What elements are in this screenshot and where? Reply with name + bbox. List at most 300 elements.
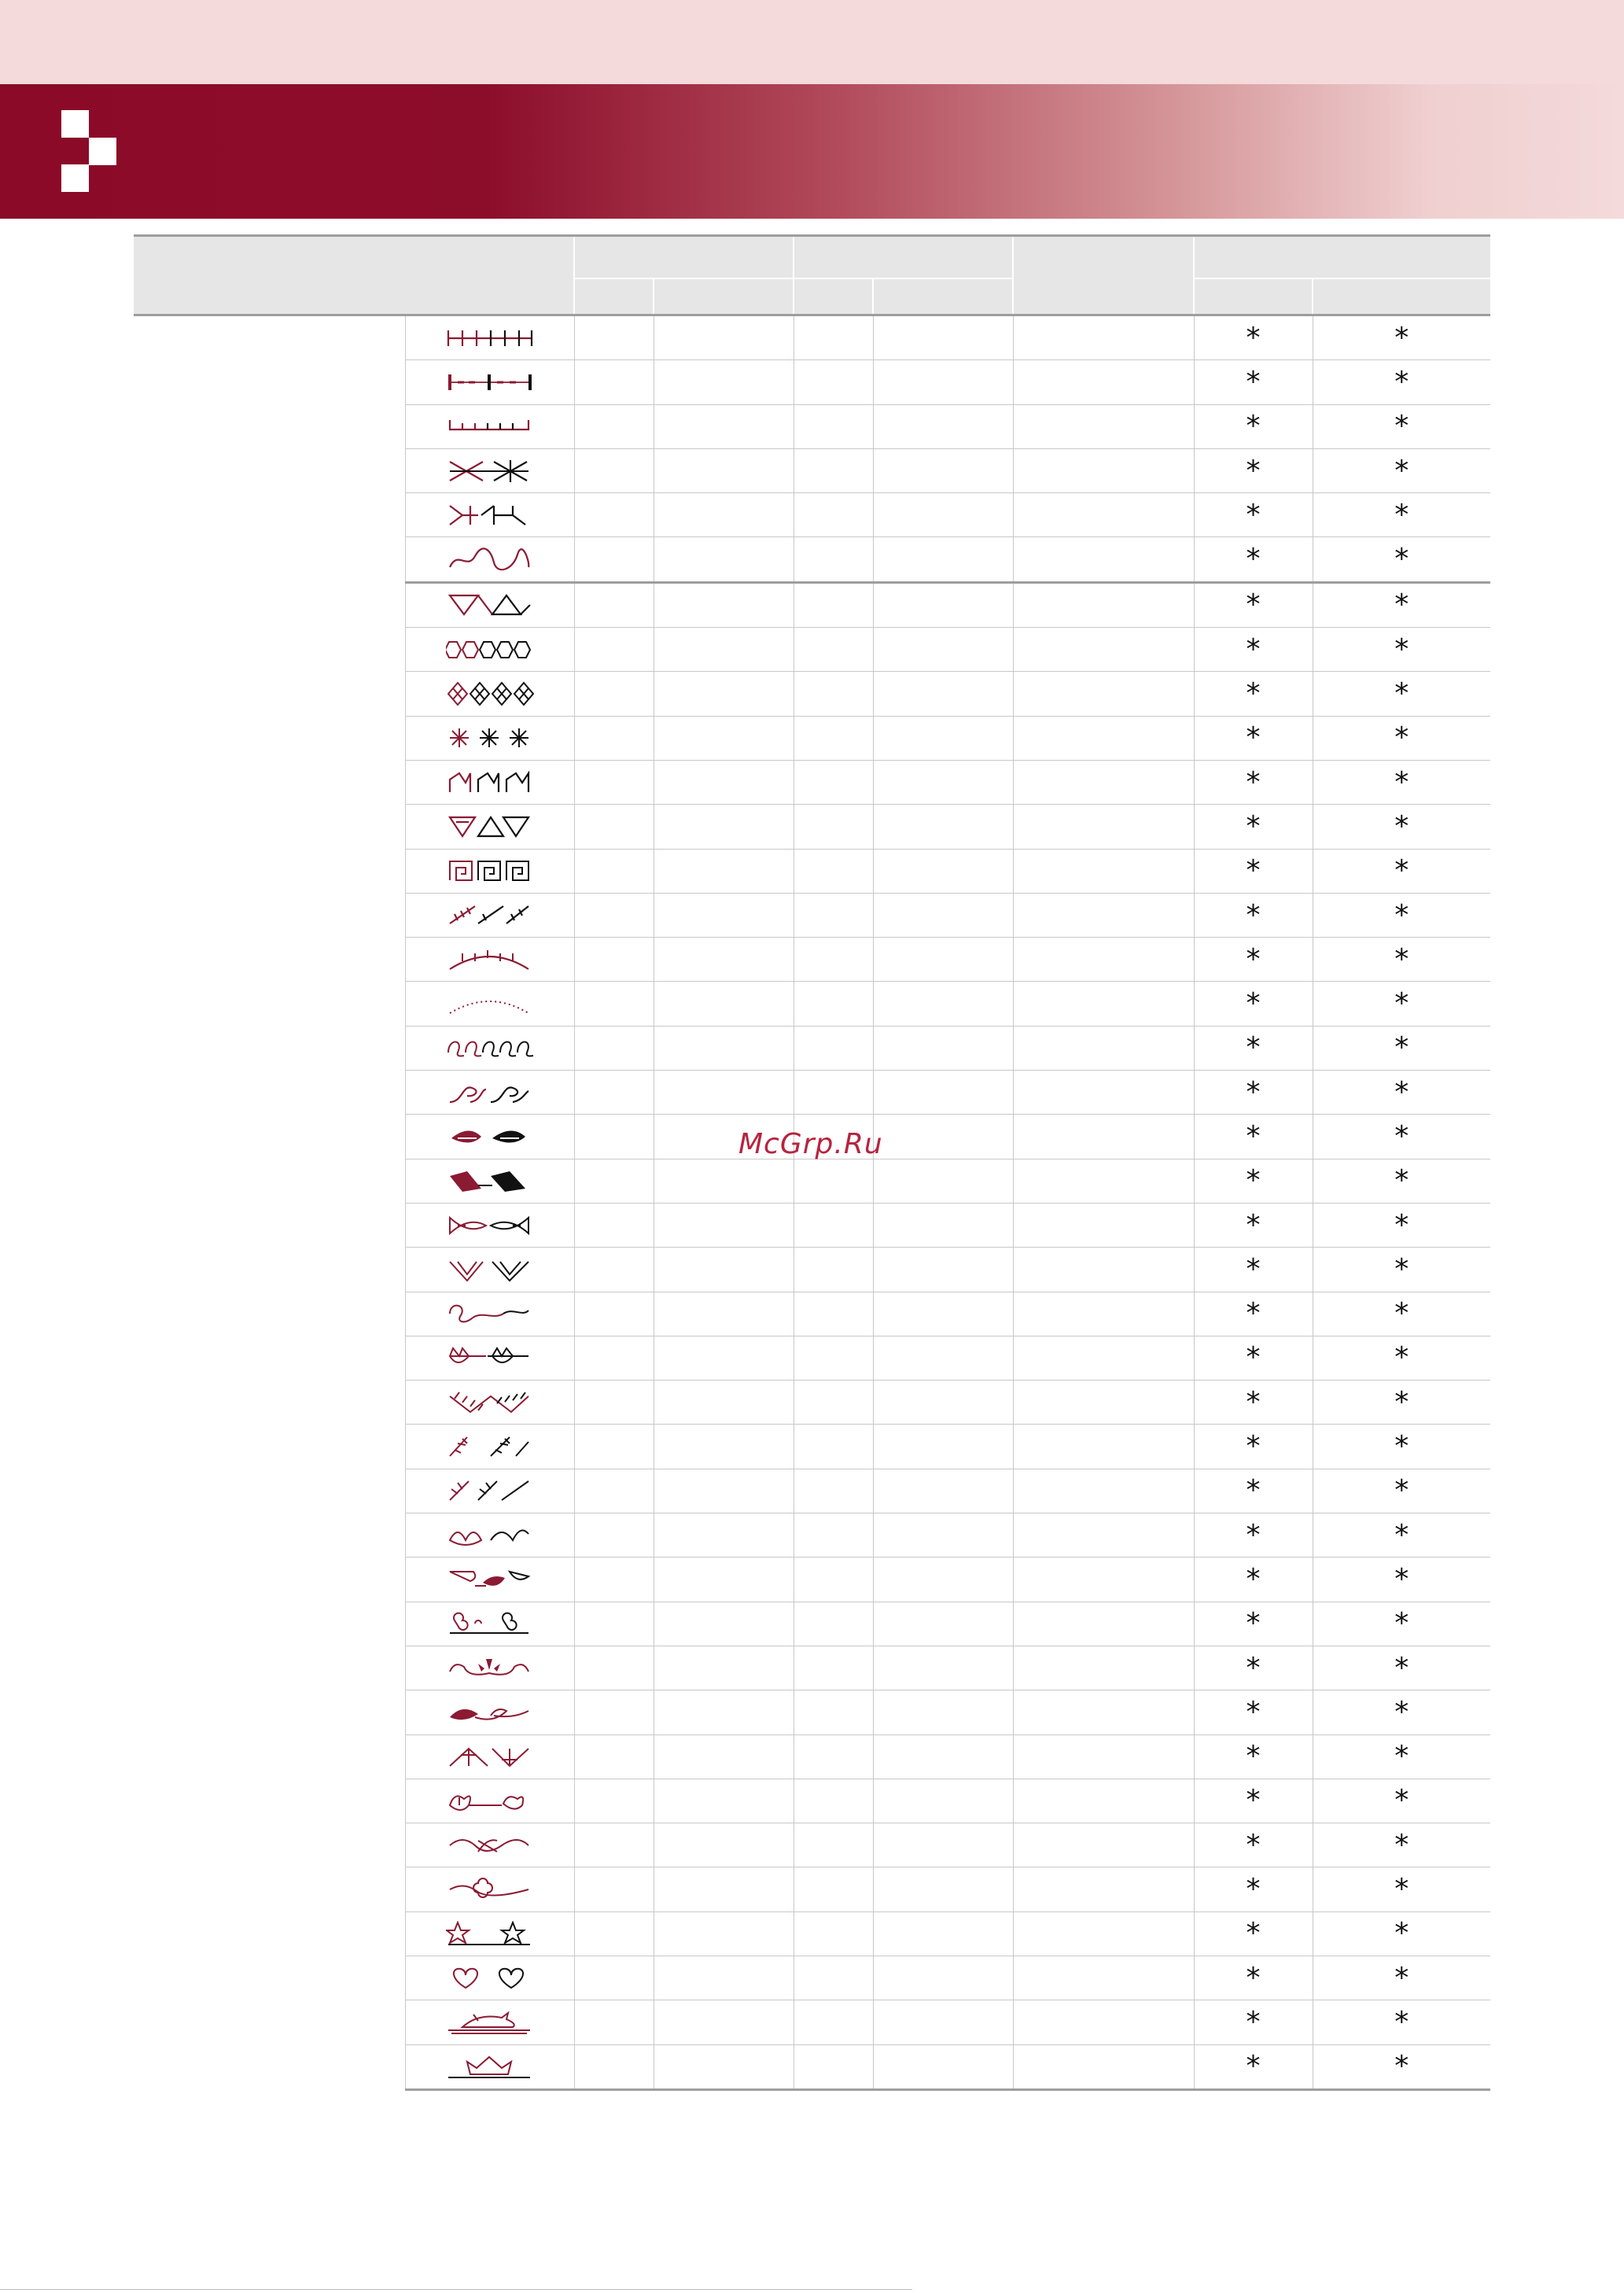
star-mark: * — [1313, 1159, 1490, 1203]
star-mark: * — [1313, 537, 1490, 582]
empty-cell — [574, 1867, 654, 1911]
empty-cell — [1013, 1469, 1194, 1513]
stitch-icon-cell — [405, 2000, 574, 2044]
empty-cell — [574, 1513, 654, 1558]
star-mark: * — [1194, 1779, 1313, 1823]
empty-cell — [574, 493, 654, 537]
star-mark: * — [1194, 404, 1313, 448]
empty-cell — [794, 938, 873, 982]
empty-cell — [794, 628, 873, 672]
empty-cell — [794, 805, 873, 849]
star-mark: * — [1194, 1558, 1313, 1602]
stitch-icon-cell — [405, 1779, 574, 1823]
star-mark: * — [1194, 1159, 1313, 1203]
star-mark: * — [1194, 805, 1313, 849]
star-mark: * — [1194, 2044, 1313, 2089]
empty-cell — [794, 1071, 873, 1115]
star-mark: * — [1194, 1026, 1313, 1070]
star-mark: * — [1313, 893, 1490, 937]
star-mark: * — [1194, 1602, 1313, 1646]
empty-cell — [574, 1779, 654, 1823]
empty-cell — [574, 805, 654, 849]
empty-cell — [873, 1956, 1013, 2000]
table-row — [134, 315, 1490, 360]
empty-cell — [654, 672, 794, 716]
empty-cell — [794, 1381, 873, 1425]
empty-cell — [873, 1823, 1013, 1867]
star-mark: * — [1194, 1292, 1313, 1336]
star-mark: * — [1313, 315, 1490, 360]
empty-cell — [654, 938, 794, 982]
empty-cell — [873, 493, 1013, 537]
stitch-icon-cell — [405, 1558, 574, 1602]
empty-cell — [1013, 1026, 1194, 1070]
empty-cell — [873, 1646, 1013, 1690]
empty-cell — [654, 628, 794, 672]
stitch-pattern-icon — [406, 503, 574, 528]
empty-cell — [574, 1071, 654, 1115]
empty-cell — [654, 1956, 794, 2000]
empty-cell — [1013, 1602, 1194, 1646]
empty-cell — [873, 582, 1013, 627]
stitch-pattern-icon — [406, 1390, 574, 1415]
stitch-pattern-icon — [406, 1833, 574, 1858]
empty-cell — [794, 1956, 873, 2000]
table-body — [134, 315, 1490, 2090]
empty-cell — [574, 315, 654, 360]
empty-cell — [654, 1823, 794, 1867]
star-mark: * — [1194, 1911, 1313, 1956]
empty-cell — [574, 1381, 654, 1425]
empty-cell — [873, 448, 1013, 492]
empty-cell — [654, 315, 794, 360]
top-band — [0, 0, 1624, 84]
stitch-pattern-icon — [406, 903, 574, 928]
empty-cell — [1013, 1558, 1194, 1602]
stitch-pattern-icon — [406, 414, 574, 439]
empty-cell — [794, 1823, 873, 1867]
empty-cell — [574, 849, 654, 893]
empty-cell — [873, 1292, 1013, 1336]
empty-cell — [654, 1911, 794, 1956]
empty-cell — [1013, 628, 1194, 672]
empty-cell — [794, 1159, 873, 1203]
empty-cell — [873, 1558, 1013, 1602]
stitch-icon-cell — [405, 1956, 574, 2000]
empty-cell — [574, 1159, 654, 1203]
stitch-icon-cell — [405, 893, 574, 937]
stitch-pattern-icon — [406, 947, 574, 972]
star-mark: * — [1194, 1336, 1313, 1380]
empty-cell — [654, 1558, 794, 1602]
empty-cell — [654, 1381, 794, 1425]
star-mark: * — [1313, 448, 1490, 492]
empty-cell — [873, 1911, 1013, 1956]
star-mark: * — [1194, 849, 1313, 893]
star-mark: * — [1313, 1248, 1490, 1292]
empty-cell — [574, 893, 654, 937]
empty-cell — [574, 2000, 654, 2044]
star-mark: * — [1313, 1956, 1490, 2000]
star-mark: * — [1194, 1690, 1313, 1734]
stitch-pattern-icon — [406, 1478, 574, 1503]
table-header-row — [134, 236, 1490, 279]
footer-line — [0, 2289, 912, 2290]
empty-cell — [1013, 448, 1194, 492]
empty-cell — [654, 893, 794, 937]
empty-cell — [654, 1779, 794, 1823]
empty-cell — [574, 1911, 654, 1956]
stitch-pattern-icon — [406, 1656, 574, 1681]
empty-cell — [1013, 404, 1194, 448]
empty-cell — [654, 849, 794, 893]
stitch-pattern-icon — [406, 681, 574, 706]
empty-cell — [1013, 1690, 1194, 1734]
empty-cell — [1013, 1911, 1194, 1956]
stitch-icon-cell — [405, 1690, 574, 1734]
empty-cell — [873, 2044, 1013, 2089]
star-mark: * — [1313, 1203, 1490, 1247]
star-mark: * — [1313, 1646, 1490, 1690]
empty-cell — [873, 760, 1013, 804]
star-mark: * — [1194, 893, 1313, 937]
empty-cell — [1013, 1513, 1194, 1558]
stitch-icon-cell — [405, 1071, 574, 1115]
stitch-pattern-icon — [406, 1744, 574, 1769]
star-mark: * — [1194, 716, 1313, 760]
star-mark: * — [1194, 1469, 1313, 1513]
empty-cell — [873, 360, 1013, 404]
empty-cell — [1013, 1248, 1194, 1292]
stitch-icon-cell — [405, 1203, 574, 1247]
empty-cell — [574, 1690, 654, 1734]
empty-cell — [794, 448, 873, 492]
empty-cell — [873, 628, 1013, 672]
empty-cell — [1013, 315, 1194, 360]
stitch-pattern-icon — [406, 814, 574, 839]
empty-cell — [1013, 1159, 1194, 1203]
empty-cell — [1013, 2044, 1194, 2089]
empty-cell — [654, 1336, 794, 1380]
stitch-pattern-icon — [406, 592, 574, 617]
empty-cell — [574, 1602, 654, 1646]
star-mark: * — [1313, 982, 1490, 1026]
empty-cell — [794, 1734, 873, 1779]
stitch-icon-cell — [405, 1115, 574, 1159]
stitch-pattern-icon — [406, 2010, 574, 2035]
empty-cell — [654, 1602, 794, 1646]
stitch-icon-cell — [405, 1602, 574, 1646]
empty-cell — [794, 582, 873, 627]
star-mark: * — [1194, 1425, 1313, 1469]
empty-cell — [1013, 938, 1194, 982]
stitch-icon-cell — [405, 1425, 574, 1469]
star-mark: * — [1313, 1469, 1490, 1513]
empty-cell — [794, 760, 873, 804]
stitch-icon-cell — [405, 360, 574, 404]
stitch-icon-cell — [405, 582, 574, 627]
empty-cell — [873, 1602, 1013, 1646]
stitch-pattern-icon — [406, 858, 574, 883]
empty-cell — [873, 537, 1013, 582]
stitch-icon-cell — [405, 1513, 574, 1558]
empty-cell — [873, 805, 1013, 849]
empty-cell — [1013, 716, 1194, 760]
empty-cell — [574, 628, 654, 672]
stitch-pattern-icon — [406, 1611, 574, 1636]
empty-cell — [1013, 1336, 1194, 1380]
stitch-icon-cell — [405, 315, 574, 360]
empty-cell — [574, 1336, 654, 1380]
star-mark: * — [1313, 1381, 1490, 1425]
empty-cell — [654, 582, 794, 627]
stitch-icon-cell — [405, 672, 574, 716]
stitch-icon-cell — [405, 1734, 574, 1779]
empty-cell — [574, 1248, 654, 1292]
empty-cell — [794, 537, 873, 582]
empty-cell — [654, 1646, 794, 1690]
empty-cell — [1013, 582, 1194, 627]
star-mark: * — [1194, 1203, 1313, 1247]
empty-cell — [654, 760, 794, 804]
empty-cell — [574, 1734, 654, 1779]
stitch-pattern-icon — [406, 326, 574, 351]
empty-cell — [794, 1779, 873, 1823]
star-mark: * — [1194, 1823, 1313, 1867]
stitch-pattern-icon — [406, 1035, 574, 1060]
star-mark: * — [1313, 1734, 1490, 1779]
stitch-pattern-icon — [406, 1257, 574, 1282]
empty-cell — [873, 404, 1013, 448]
empty-cell — [1013, 537, 1194, 582]
empty-cell — [574, 1469, 654, 1513]
subheader-cell — [574, 278, 654, 315]
stitch-pattern-icon — [406, 547, 574, 572]
empty-cell — [873, 1867, 1013, 1911]
empty-cell — [654, 1469, 794, 1513]
empty-cell — [654, 2044, 794, 2089]
stitch-pattern-icon — [406, 1168, 574, 1193]
empty-cell — [1013, 1867, 1194, 1911]
empty-cell — [1013, 849, 1194, 893]
empty-cell — [654, 360, 794, 404]
empty-cell — [794, 1911, 873, 1956]
empty-cell — [873, 1469, 1013, 1513]
empty-cell — [794, 1646, 873, 1690]
star-mark: * — [1313, 1513, 1490, 1558]
empty-cell — [794, 1469, 873, 1513]
empty-cell — [794, 1336, 873, 1380]
star-mark: * — [1194, 1956, 1313, 2000]
stitch-pattern-icon — [406, 770, 574, 795]
star-mark: * — [1194, 938, 1313, 982]
empty-cell — [873, 2000, 1013, 2044]
empty-cell — [873, 1336, 1013, 1380]
stitch-icon-cell — [405, 404, 574, 448]
stitch-icon-cell — [405, 849, 574, 893]
stitch-table — [134, 234, 1490, 2091]
table-row — [134, 582, 1490, 627]
star-mark: * — [1194, 1071, 1313, 1115]
empty-cell — [1013, 982, 1194, 1026]
empty-cell — [654, 404, 794, 448]
category-cell — [134, 582, 405, 2089]
subheader-cell — [1194, 278, 1313, 315]
star-mark: * — [1194, 537, 1313, 582]
empty-cell — [574, 1292, 654, 1336]
empty-cell — [873, 315, 1013, 360]
subheader-cell — [1313, 278, 1490, 315]
star-mark: * — [1194, 760, 1313, 804]
empty-cell — [574, 404, 654, 448]
empty-cell — [574, 1956, 654, 2000]
empty-cell — [574, 582, 654, 627]
star-mark: * — [1313, 1026, 1490, 1070]
header-cell-stitch — [134, 236, 574, 315]
star-mark: * — [1313, 1911, 1490, 1956]
star-mark: * — [1313, 1425, 1490, 1469]
header-cell-group-a — [574, 236, 794, 279]
stitch-pattern-icon — [406, 1124, 574, 1149]
empty-cell — [574, 1646, 654, 1690]
stitch-icon-cell — [405, 1823, 574, 1867]
empty-cell — [1013, 1381, 1194, 1425]
stitch-icon-cell — [405, 1911, 574, 1956]
stitch-pattern-icon — [406, 1523, 574, 1548]
empty-cell — [873, 1026, 1013, 1070]
star-mark: * — [1194, 1513, 1313, 1558]
star-mark: * — [1194, 2000, 1313, 2044]
stitch-pattern-icon — [406, 370, 574, 395]
empty-cell — [794, 672, 873, 716]
stitch-icon-cell — [405, 1646, 574, 1690]
empty-cell — [654, 805, 794, 849]
header-bar — [0, 84, 1624, 219]
empty-cell — [1013, 1203, 1194, 1247]
empty-cell — [654, 2000, 794, 2044]
star-mark: * — [1313, 1115, 1490, 1159]
star-mark: * — [1313, 493, 1490, 537]
stitch-pattern-icon — [406, 1213, 574, 1238]
stitch-pattern-icon — [406, 1345, 574, 1370]
star-mark: * — [1313, 849, 1490, 893]
empty-cell — [574, 672, 654, 716]
empty-cell — [794, 315, 873, 360]
empty-cell — [1013, 2000, 1194, 2044]
empty-cell — [574, 1558, 654, 1602]
empty-cell — [873, 1690, 1013, 1734]
empty-cell — [574, 1115, 654, 1159]
star-mark: * — [1313, 1779, 1490, 1823]
empty-cell — [794, 849, 873, 893]
empty-cell — [1013, 760, 1194, 804]
empty-cell — [654, 1203, 794, 1247]
star-mark: * — [1313, 2044, 1490, 2089]
stitch-pattern-icon — [406, 1966, 574, 1991]
empty-cell — [794, 716, 873, 760]
stitch-icon-cell — [405, 1248, 574, 1292]
empty-cell — [873, 1381, 1013, 1425]
empty-cell — [654, 982, 794, 1026]
stitch-pattern-icon — [406, 1700, 574, 1725]
stitch-table-container — [134, 234, 1490, 2091]
star-mark: * — [1313, 404, 1490, 448]
star-mark: * — [1313, 938, 1490, 982]
empty-cell — [794, 1425, 873, 1469]
subheader-cell — [794, 278, 873, 315]
star-mark: * — [1194, 1734, 1313, 1779]
empty-cell — [1013, 1292, 1194, 1336]
empty-cell — [873, 1248, 1013, 1292]
watermark: McGrp.Ru — [738, 1128, 883, 1160]
stitch-icon-cell — [405, 760, 574, 804]
star-mark: * — [1313, 628, 1490, 672]
empty-cell — [873, 716, 1013, 760]
stitch-pattern-icon — [406, 725, 574, 750]
star-mark: * — [1313, 760, 1490, 804]
category-cell — [134, 315, 405, 583]
empty-cell — [794, 893, 873, 937]
star-mark: * — [1194, 493, 1313, 537]
star-mark: * — [1313, 1602, 1490, 1646]
stitch-pattern-icon — [406, 1080, 574, 1105]
empty-cell — [873, 672, 1013, 716]
empty-cell — [794, 1292, 873, 1336]
stitch-icon-cell — [405, 1159, 574, 1203]
empty-cell — [574, 1203, 654, 1247]
star-mark: * — [1194, 582, 1313, 627]
empty-cell — [654, 448, 794, 492]
stitch-pattern-icon — [406, 459, 574, 484]
stitch-icon-cell — [405, 982, 574, 1026]
empty-cell — [873, 1513, 1013, 1558]
empty-cell — [574, 760, 654, 804]
empty-cell — [654, 716, 794, 760]
subheader-cell — [654, 278, 794, 315]
stitch-pattern-icon — [406, 991, 574, 1016]
empty-cell — [794, 2000, 873, 2044]
empty-cell — [654, 493, 794, 537]
empty-cell — [574, 1026, 654, 1070]
stitch-pattern-icon — [406, 1921, 574, 1946]
star-mark: * — [1313, 1867, 1490, 1911]
stitch-pattern-icon — [406, 1788, 574, 1813]
empty-cell — [794, 2044, 873, 2089]
empty-cell — [1013, 1956, 1194, 2000]
empty-cell — [654, 537, 794, 582]
empty-cell — [873, 1203, 1013, 1247]
stitch-icon-cell — [405, 537, 574, 582]
star-mark: * — [1194, 1646, 1313, 1690]
empty-cell — [654, 1071, 794, 1115]
empty-cell — [794, 1558, 873, 1602]
star-mark: * — [1194, 1867, 1313, 1911]
empty-cell — [654, 1513, 794, 1558]
empty-cell — [1013, 1425, 1194, 1469]
star-mark: * — [1194, 315, 1313, 360]
empty-cell — [873, 1071, 1013, 1115]
star-mark: * — [1194, 628, 1313, 672]
empty-cell — [794, 493, 873, 537]
star-mark: * — [1194, 1381, 1313, 1425]
empty-cell — [873, 1159, 1013, 1203]
chapter-logo-icon — [61, 110, 118, 192]
stitch-icon-cell — [405, 628, 574, 672]
empty-cell — [574, 716, 654, 760]
stitch-icon-cell — [405, 1336, 574, 1380]
empty-cell — [654, 1867, 794, 1911]
empty-cell — [1013, 360, 1194, 404]
